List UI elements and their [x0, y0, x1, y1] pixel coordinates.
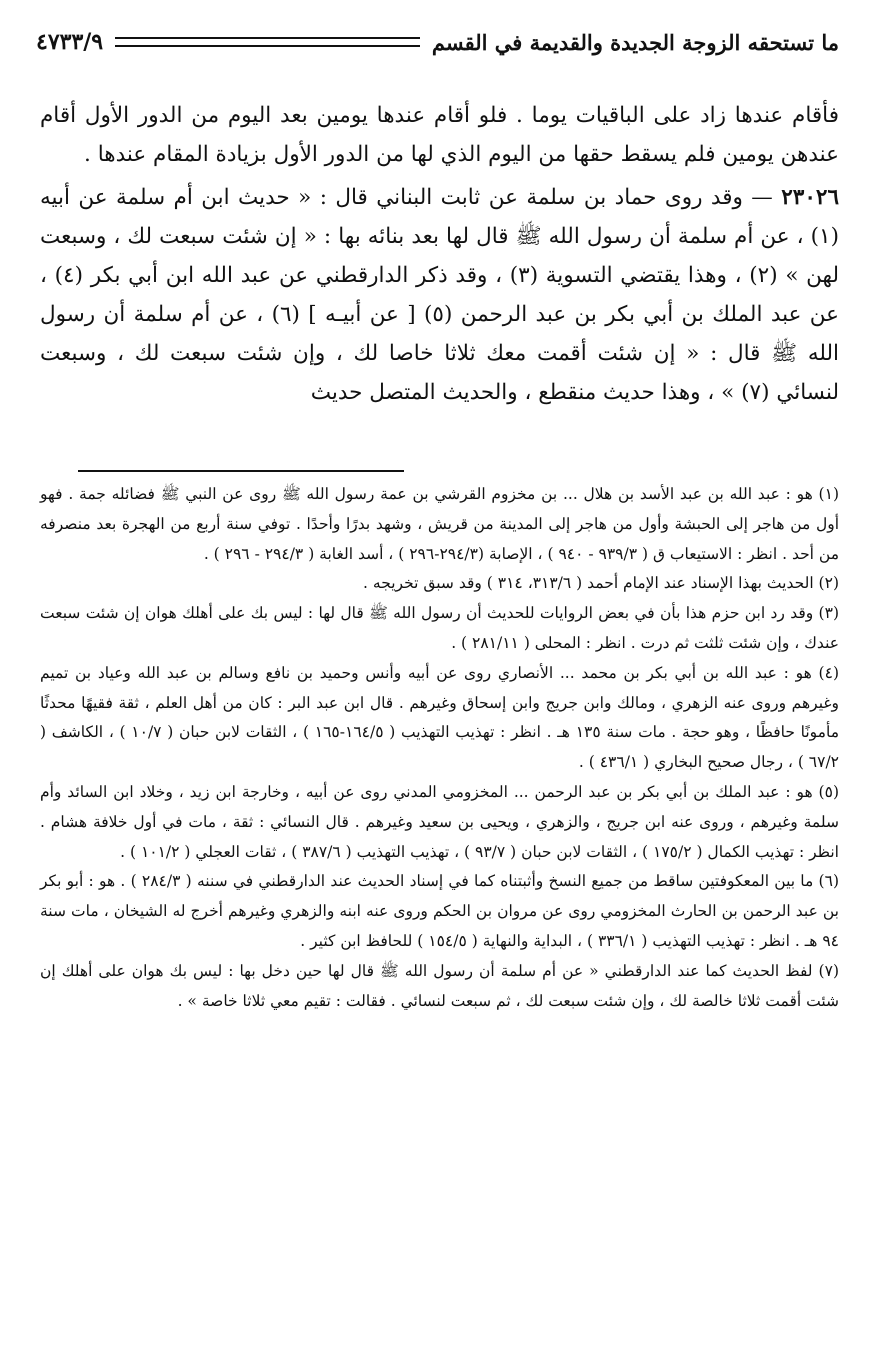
header-double-rule: [115, 37, 420, 47]
footnote-2: (٢) الحديث بهذا الإسناد عند الإمام أحمد ( ٣١٣/٦، ٣١٤ ) وقد سبق تخريجه .: [363, 574, 839, 593]
footnote-6: (٦) ما بين المعكوفتين ساقط من جميع النسخ وأثبتناه كما في إسناد الحديث عند الدارقطني في سننه ( ٢٨٤/٣ ) . هو : أبو بكر بن عبد الرحمن بن الحارث المخزومي روى عن مروان بن الحكم وروى عنه ابنه والزهري وغيرهم أخرج له الشيخان ، مات سنة ٩٤ هـ . انظر : تهذيب التهذيب ( ٣٣٦/١ ) ، البداية والنهاية ( ١٥٤/٥ ) للحافظ ابن كثير .: [40, 872, 839, 950]
footnotes: [40, 480, 839, 1016]
footnote-separator: [78, 470, 404, 472]
main-paragraph-2: [40, 178, 839, 412]
header-page-number: ٤٧٣٣/٩: [36, 29, 104, 55]
paragraph-number: ٢٣٠٢٦: [781, 185, 839, 210]
running-header: [36, 22, 839, 62]
footnote-7: (٧) لفظ الحديث كما عند الدارقطني « عن أم سلمة أن رسول الله ﷺ قال لها حين دخل بها : ليس بك هوان على أهلك إن شئت أقمت ثلاثا خالصة لك ، وإن شئت سبعت لك ، ثم سبعت لنسائي . فقالت : تقيم معي ثلاثا خاصة » .: [40, 961, 839, 1010]
footnote-1: (١) هو : عبد الله بن عبد الأسد بن هلال ... بن مخزوم القرشي بن عمة رسول الله ﷺ روى عن النبي ﷺ فضائله جمة . فهو أول من هاجر إلى الحبشة وأول من هاجر إلى المدينة من قريش ، وشهد بدرًا وأحدًا . توفي سنة أربع من الهجرة بعد منصرفه من أحد . انظر : الاستيعاب ق ( ٩٣٩/٣ - ٩٤٠ ) ، الإصابة (٢٩٤/٣-٢٩٦ ) ، أسد الغابة ( ٢٩٤/٣ - ٢٩٦ ) .: [40, 485, 839, 563]
footnote-5: (٥) هو : عبد الملك بن أبي بكر بن عبد الرحمن ... المخزومي المدني روى عن أبيه ، وخارجة ابن زيد ، وخلاد ابن السائد وأم سلمة وغيرهم ، وروى عنه ابن جريج ، والزهري ، ويحيى بن سعيد وغيرهم . قال النسائي : ثقة ، مات في أول خلافة هشام . انظر : تهذيب الكمال ( ١٧٥/٢ ) ، الثقات لابن حبان ( ٩٣/٧ ) ، تهذيب التهذيب ( ٣٨٧/٦ ) ، ثقات العجلي ( ١٠١/٢ ) .: [40, 782, 839, 861]
header-title: ما تستحقه الزوجة الجديدة والقديمة في القسم: [431, 29, 839, 55]
footnote-4: (٤) هو : عبد الله بن أبي بكر بن محمد ... الأنصاري روى عن أبيه وأنس وحميد بن نافع وسالم بن عبد الله وعياد بن تميم وغيرهم وروى عنه الزهري ، ومالك وابن جريج وابن إسحاق وغيرهم . قال ابن عبد البر : كان من أهل العلم ، ثقة فقيهًا محدثًا مأمونًا حافظًا ، وهو حجة . مات سنة ١٣٥ هـ . انظر : تهذيب التهذيب ( ١٦٤/٥-١٦٥ ) ، الثقات لابن حبان ( ١٠/٧ ) ، الكاشف ( ٦٧/٢ ) ، رجال صحيح البخاري ( ٤٣٦/١ ) .: [40, 663, 839, 772]
footnote-3: (٣) وقد رد ابن حزم هذا بأن في بعض الروايات للحديث أن رسول الله ﷺ قال لها : ليس بك على أهلك هوان إن شئت سبعت عندك ، وإن شئت ثلثت ثم درت . انظر : المحلى ( ٢٨١/١١ ) .: [40, 604, 839, 652]
main-paragraph-2-text: — وقد روى حماد بن سلمة عن ثابت البناني قال : « حديث ابن أم سلمة عن أبيه (١) ، عن أم سلمة أن رسول الله ﷺ قال لها بعد بنائه بها : « إن شئت سبعت لك ، وسبعت لهن » (٢) ، وهذا يقتضي التسوية (٣) ، وقد ذكر الدارقطني عن عبد الله ابن أبي بكر (٤) ، عن عبد الملك بن أبي بكر بن عبد الرحمن (٥) [ عن أبيـه ] (٦) ، عن أم سلمة أن رسول الله ﷺ قال : « إن شئت أقمت معك ثلاثا خاصا لك ، وإن شئت سبعت لك ، وسبعت لنسائي (٧) » ، وهذا حديث منقطع ، والحديث المتصل حديث: [40, 185, 840, 405]
main-paragraph-1: فأقام عندها زاد على الباقيات يوما . فلو أقام عندها يومين بعد اليوم من الدور الأول أقام عندهن يومين فلم يسقط حقها من اليوم الذي لها من الدور الأول بزيادة المقام عندها .: [40, 103, 839, 167]
main-text: [40, 96, 839, 416]
